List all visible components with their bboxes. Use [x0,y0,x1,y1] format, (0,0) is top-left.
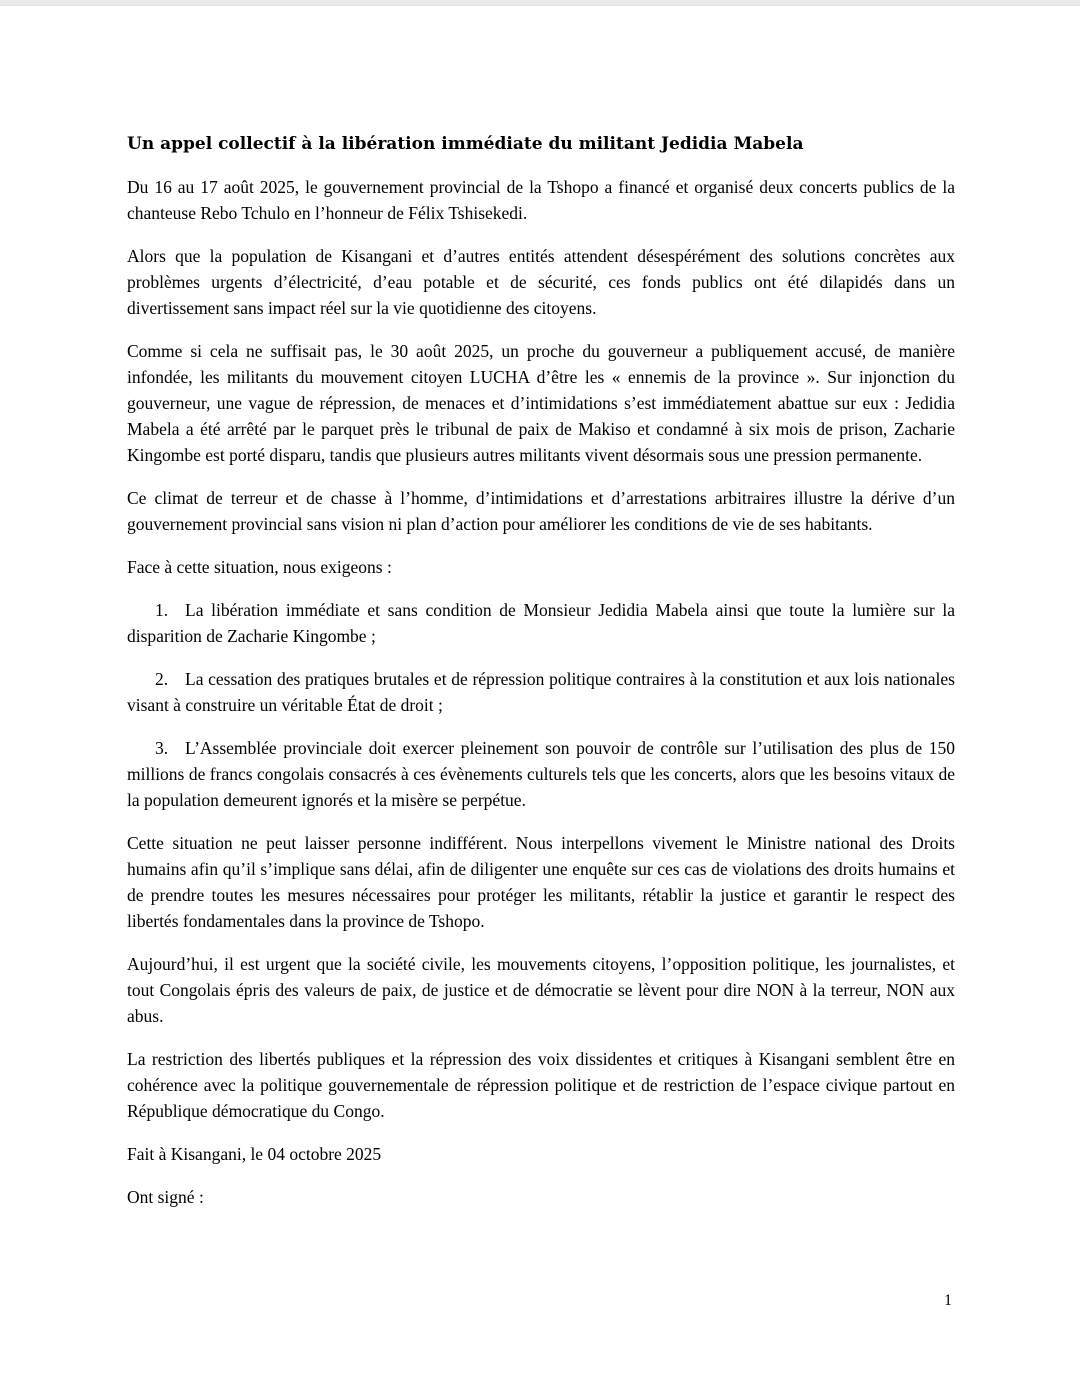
place-date-line: Fait à Kisangani, le 04 octobre 2025 [127,1144,382,1164]
paragraph-restriction: La restriction des libertés publiques et la répression des voix dissidentes et critiques à Kisangani semblent être en cohérence avec la politique gouvernementale de répression politique et de restriction de l’espace civique partout en République démocratique du Congo. [127,1049,955,1121]
demand-item-3 [127,735,955,813]
document-content [127,131,955,1227]
demand-number-2: 2. [155,669,169,689]
page-top-edge [0,0,1080,6]
demand-item-2 [127,666,955,718]
demand-text-3: L’Assemblée provinciale doit exercer pleinement son pouvoir de contrôle sur l’utilisation des plus de 150 millions de francs congolais consacrés à ces évènements culturels tels que les concerts, alors que les besoins vitaux de la population demeurent ignorés et la misère se perpétue. [127,738,955,810]
demands-intro: Face à cette situation, nous exigeons : [127,557,392,577]
paragraph-concerts: Du 16 au 17 août 2025, le gouvernement provincial de la Tshopo a financé et organisé deux concerts publics de la chanteuse Rebo Tchulo en l’honneur de Félix Tshisekedi. [127,177,955,223]
demand-item-1 [127,597,955,649]
paragraph-climat: Ce climat de terreur et de chasse à l’homme, d’intimidations et d’arrestations arbitraires illustre la dérive d’un gouvernement provincial sans vision ni plan d’action pour améliorer les conditions de vie de ses habitants. [127,488,955,534]
paragraph-ministre: Cette situation ne peut laisser personne indifférent. Nous interpellons vivement le Ministre national des Droits humains afin qu’il s’implique sans délai, afin de diligenter une enquête sur ces cas de violations des droits humains et de prendre toutes les mesures nécessaires pour protéger les militants, rétablir la justice et garantir le respect des libertés fondamentales dans la province de Tshopo. [127,833,955,931]
demand-number-1: 1. [155,600,169,620]
page-number: 1 [944,1292,952,1309]
signatories-label: Ont signé : [127,1187,204,1207]
paragraph-societe-civile: Aujourd’hui, il est urgent que la société civile, les mouvements citoyens, l’opposition politique, les journalistes, et tout Congolais épris des valeurs de paix, de justice et de démocratie se lèvent pour dire NON à la terreur, NON aux abus. [127,954,955,1026]
document-title: Un appel collectif à la libération immédiate du militant Jedidia Mabela [127,134,804,154]
paragraph-repression: Comme si cela ne suffisait pas, le 30 août 2025, un proche du gouverneur a publiquement accusé, de manière infondée, les militants du mouvement citoyen LUCHA d’être les « ennemis de la province ». Sur injonction du gouverneur, une vague de répression, de menaces et d’intimidations s’est immédiatement abattue sur eux : Jedidia Mabela a été arrêté par le parquet près le tribunal de paix de Makiso et condamné à six mois de prison, Zacharie Kingombe est porté disparu, tandis que plusieurs autres militants vivent désormais sous une pression permanente. [127,341,955,465]
demand-text-2: La cessation des pratiques brutales et de répression politique contraires à la constitution et aux lois nationales visant à construire un véritable État de droit ; [127,669,955,715]
demand-number-3: 3. [155,738,169,758]
demand-text-1: La libération immédiate et sans condition de Monsieur Jedidia Mabela ainsi que toute la lumière sur la disparition de Zacharie Kingombe ; [127,600,955,646]
paragraph-population: Alors que la population de Kisangani et d’autres entités attendent désespérément des solutions concrètes aux problèmes urgents d’électricité, d’eau potable et de sécurité, ces fonds publics ont été dilapidés dans un divertissement sans impact réel sur la vie quotidienne des citoyens. [127,246,955,318]
